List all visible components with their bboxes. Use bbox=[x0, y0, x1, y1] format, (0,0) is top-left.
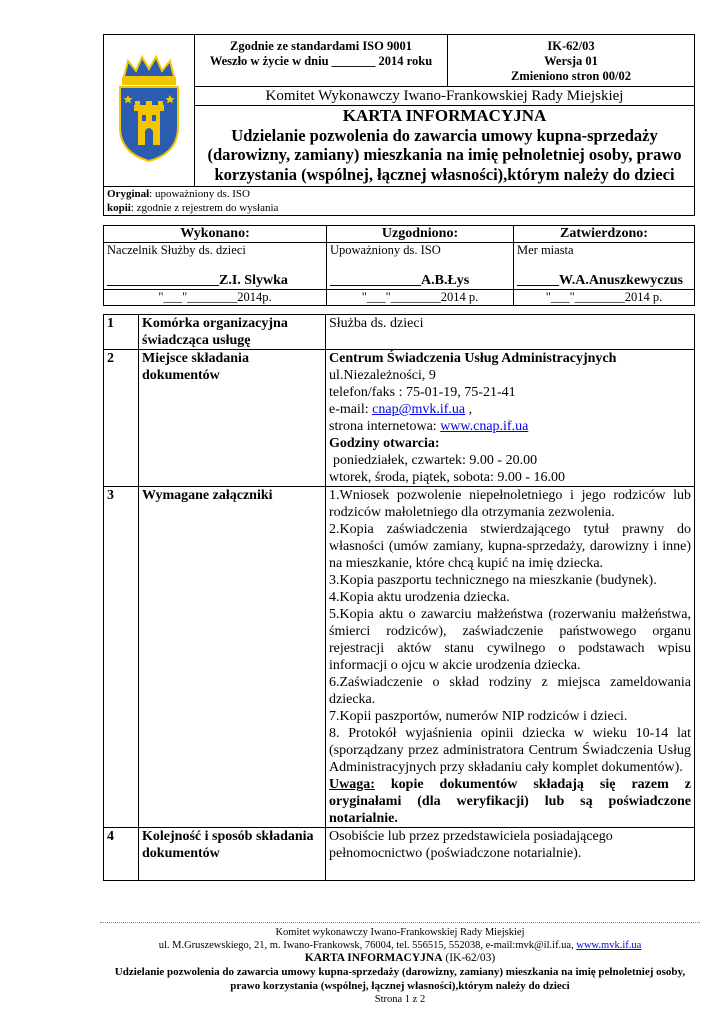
center-name: Centrum Świadczenia Usług Administracyjnych bbox=[329, 351, 617, 366]
iso-cell bbox=[195, 35, 448, 87]
attachment-item: 5.Kopia aktu o zawarciu małżeństwa (rozerwaniu małżeństwa, śmierci rodziców), zaświadczenie państwowego organu rejestracji aktów stanu cywilnego o podstawach wpisu informacji o ojcu w akcie urodzenia dziecka. bbox=[329, 607, 691, 673]
table-row bbox=[104, 315, 695, 350]
row-number: 2 bbox=[104, 350, 139, 487]
attachment-item: 3.Kopia paszportu technicznego na mieszkanie (budynek). bbox=[329, 573, 657, 588]
approval-col2-title: Uzgodniono: bbox=[327, 226, 514, 243]
footer-page-number: Strona 1 z 2 bbox=[374, 994, 426, 1005]
email-link[interactable]: cnap@mvk.if.ua bbox=[372, 402, 466, 417]
original-label: Oryginał bbox=[107, 188, 150, 200]
row-label: Komórka organizacyjna świadcząca usługę bbox=[139, 315, 326, 350]
attachment-item: 4.Kopia aktu urodzenia dziecka. bbox=[329, 590, 510, 605]
approval-col2 bbox=[327, 243, 514, 290]
approval-col3-name: ______W.A.Anuszkewyczus bbox=[517, 273, 683, 288]
approval-col3-role: Mer miasta bbox=[517, 243, 574, 257]
center-address: ul.Niezależności, 9 bbox=[329, 368, 436, 383]
original-line bbox=[107, 187, 691, 201]
approval-col3-date: "___"________2014 p. bbox=[514, 290, 695, 306]
original-value: : upoważniony ds. ISO bbox=[149, 188, 250, 200]
info-table bbox=[103, 314, 695, 881]
doc-subject: Udzielanie pozwolenia do zawarcia umowy kupna-sprzedaży (darowizny, zamiany) mieszkania na imię pełnoletniej osoby, prawo korzystania (wspólnej, łącznej własności),którym należy do dzieci bbox=[207, 125, 682, 184]
doc-code: IK-62/03 bbox=[547, 39, 595, 53]
table-row bbox=[104, 487, 695, 828]
row-value bbox=[326, 350, 695, 487]
row-value bbox=[326, 487, 695, 828]
approval-col1-role: Naczelnik Służby ds. dzieci bbox=[107, 243, 246, 257]
footer-doc-code: (IK-62/03) bbox=[442, 952, 496, 964]
footer-address bbox=[100, 939, 700, 952]
approval-col2-name: _____________A.B.Łys bbox=[330, 273, 470, 288]
approval-col1 bbox=[104, 243, 327, 290]
note-text: kopie dokumentów składają się razem z oryginałami (dla weryfikacji) lub są poświadczone notarialnie. bbox=[329, 777, 691, 826]
attachment-item: 2.Kopia zaświadczenia stwierdzającego tytuł prawny do własności (umów zamiany, kupna-sprzedaży, darowizny i inne) na mieszkanie, które chcą kupić na imię dziecka. bbox=[329, 522, 691, 571]
web-label: strona internetowa: bbox=[329, 419, 441, 434]
row-label: Kolejność i sposób składania dokumentów bbox=[139, 828, 326, 881]
city-crest bbox=[104, 35, 195, 187]
footer-doc-type: KARTA INFORMACYJNA bbox=[304, 952, 443, 964]
attachment-item: 8. Protokół wyjaśnienia opinii dziecka w wieku 10-14 lat (sporządzany przez administratora Centrum Świadczenia Usług Administracyjnych przy składaniu cały komplet dokumentów). bbox=[329, 726, 691, 775]
row-label: Miejsce składania dokumentów bbox=[139, 350, 326, 487]
footer-divider bbox=[100, 922, 700, 923]
committee-name: Komitet Wykonawczy Iwano-Frankowskiej Rady Miejskiej bbox=[195, 87, 695, 106]
footer-committee: Komitet wykonawczy Iwano-Frankowskiej Rady Miejskiej bbox=[275, 927, 525, 938]
note-label: Uwaga: bbox=[329, 777, 375, 792]
iso-standard: Zgodnie ze standardami ISO 9001 bbox=[230, 39, 412, 53]
footer-address-text: ul. M.Gruszewskiego, 21, m. Iwano-Frankowsk, 76004, tel. 556515, 552038, e-mail:mvk@il.if.ua, bbox=[158, 940, 577, 951]
approval-col3-title: Zatwierdzono: bbox=[514, 226, 695, 243]
approval-col1-date: "___"________2014р. bbox=[104, 290, 327, 306]
distribution-cell bbox=[104, 187, 695, 216]
email-tail: , bbox=[465, 402, 473, 417]
approval-table bbox=[103, 225, 695, 306]
doc-version: Wersja 01 bbox=[544, 54, 598, 68]
center-phone: telefon/faks : 75-01-19, 75-21-41 bbox=[329, 385, 516, 400]
table-row bbox=[104, 350, 695, 487]
approval-col1-name: ________________Z.I. Slywka bbox=[107, 273, 288, 288]
approval-col2-role: Upoważniony ds. ISO bbox=[330, 243, 441, 257]
attachment-item: 7.Kopii paszportów, numerów NIP rodziców i dzieci. bbox=[329, 709, 628, 724]
page-footer bbox=[100, 922, 700, 1006]
center-email-line bbox=[329, 401, 691, 418]
row-number: 3 bbox=[104, 487, 139, 828]
row-value: Służba ds. dzieci bbox=[326, 315, 695, 350]
title-cell bbox=[195, 106, 695, 187]
attachment-item: 6.Zaświadczenie o skład rodziny z miejsca zameldowania dziecka. bbox=[329, 675, 691, 707]
email-label: e-mail: bbox=[329, 402, 373, 417]
copies-value: : zgodnie z rejestrem do wysłania bbox=[130, 202, 279, 214]
row-value: Osobiście lub przez przedstawiciela posiadającego pełnomocnictwo (poświadczone notarialnie). bbox=[326, 828, 695, 881]
copies-label: kopii bbox=[107, 202, 131, 214]
crest-icon bbox=[114, 55, 184, 163]
hours-other: wtorek, środa, piątek, sobota: 9.00 - 16.00 bbox=[329, 470, 566, 485]
effective-date: Weszło w życie w dniu _______ 2014 roku bbox=[209, 54, 433, 68]
approval-col2-date: "___"________2014 p. bbox=[327, 290, 514, 306]
row-label: Wymagane załączniki bbox=[139, 487, 326, 828]
footer-website-link[interactable]: www.mvk.if.ua bbox=[576, 940, 642, 951]
attachment-item: 1.Wniosek pozwolenie niepełnoletniego i jego rodziców lub rodziców małoletniego dla otrzymania zezwolenia. bbox=[329, 488, 691, 520]
footer-doc-title bbox=[100, 952, 700, 965]
approval-col3 bbox=[514, 243, 695, 290]
hours-title: Godziny otwarcia: bbox=[329, 436, 440, 451]
row-number: 1 bbox=[104, 315, 139, 350]
copies-line bbox=[107, 201, 691, 215]
center-web-line bbox=[329, 418, 691, 435]
doc-type: KARTA INFORMACYJNA bbox=[342, 106, 547, 125]
attachment-note bbox=[329, 776, 691, 827]
doc-changes: Zmieniono stron 00/02 bbox=[511, 69, 631, 83]
table-row bbox=[104, 828, 695, 881]
version-cell bbox=[448, 35, 695, 87]
web-link[interactable]: www.cnap.if.ua bbox=[440, 419, 529, 434]
document-header bbox=[103, 34, 695, 216]
approval-col1-title: Wykonano: bbox=[104, 226, 327, 243]
row-number: 4 bbox=[104, 828, 139, 881]
hours-weekdays: poniedziałek, czwartek: 9.00 - 20.00 bbox=[333, 453, 538, 468]
footer-subject: Udzielanie pozwolenia do zawarcia umowy kupna-sprzedaży (darowizny, zamiany) mieszkania na imię pełnoletniej osoby, prawo korzystania (wspólnej, łącznej własności),którym należy do dzieci bbox=[114, 966, 686, 992]
